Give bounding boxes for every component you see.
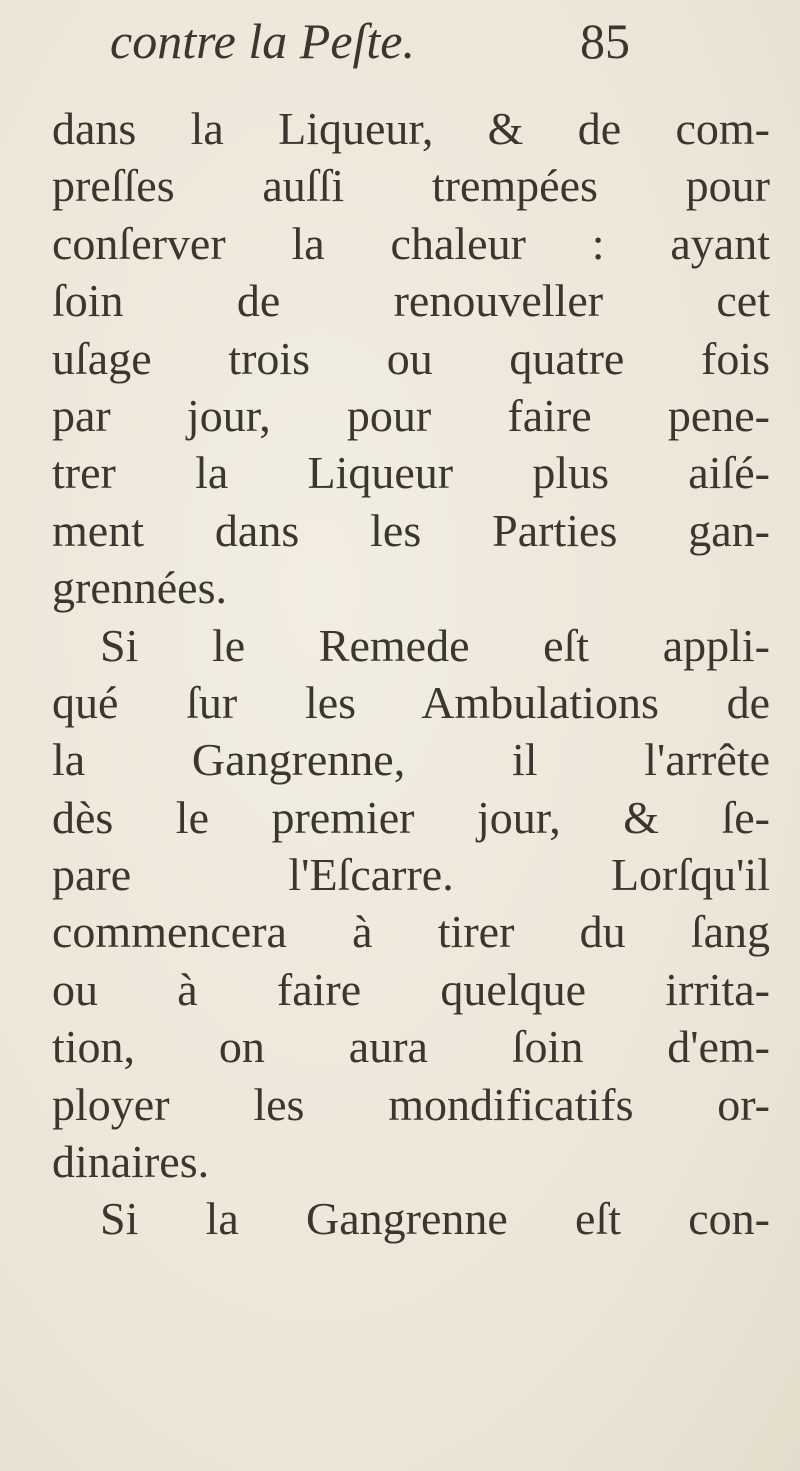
text-line: dinaires.: [52, 1136, 210, 1188]
paragraph-start: Si le Remede eſt appli-: [100, 619, 770, 671]
page-number: 85: [580, 13, 630, 69]
running-title: contre la Peſte.: [110, 13, 415, 69]
text-line: ployer les mondificatifs or-: [52, 1078, 770, 1130]
text-line: ment dans les Parties gan-: [52, 504, 770, 556]
text-line: trer la Liqueur plus aiſé-: [52, 447, 770, 499]
text-line: la Gangrenne, il l'arrête: [52, 734, 770, 786]
text-line: par jour, pour faire pene-: [52, 389, 770, 441]
body-text: [52, 100, 770, 1248]
text-line: conſerver la chaleur : ayant: [52, 217, 770, 269]
text-line: dès le premier jour, & ſe-: [52, 791, 770, 843]
text-line: dans la Liqueur, & de com-: [52, 103, 770, 154]
text-line: uſage trois ou quatre fois: [52, 332, 770, 384]
text-line: preſſes auſſi trempées pour: [52, 160, 770, 212]
paragraph-start: Si la Gangrenne eſt con-: [100, 1193, 770, 1245]
text-line: qué ſur les Ambulations de: [52, 676, 770, 728]
text-line: grennées.: [52, 562, 227, 614]
text-line: commencera à tirer du ſang: [52, 906, 770, 958]
text-line: ou à faire quelque irrita-: [52, 963, 770, 1015]
text-line: ſoin de renouveller cet: [52, 275, 770, 327]
text-line: tion, on aura ſoin d'em-: [52, 1021, 770, 1073]
page-header: [110, 12, 630, 72]
text-line: pare l'Eſcarre. Lorſqu'il: [52, 849, 770, 901]
